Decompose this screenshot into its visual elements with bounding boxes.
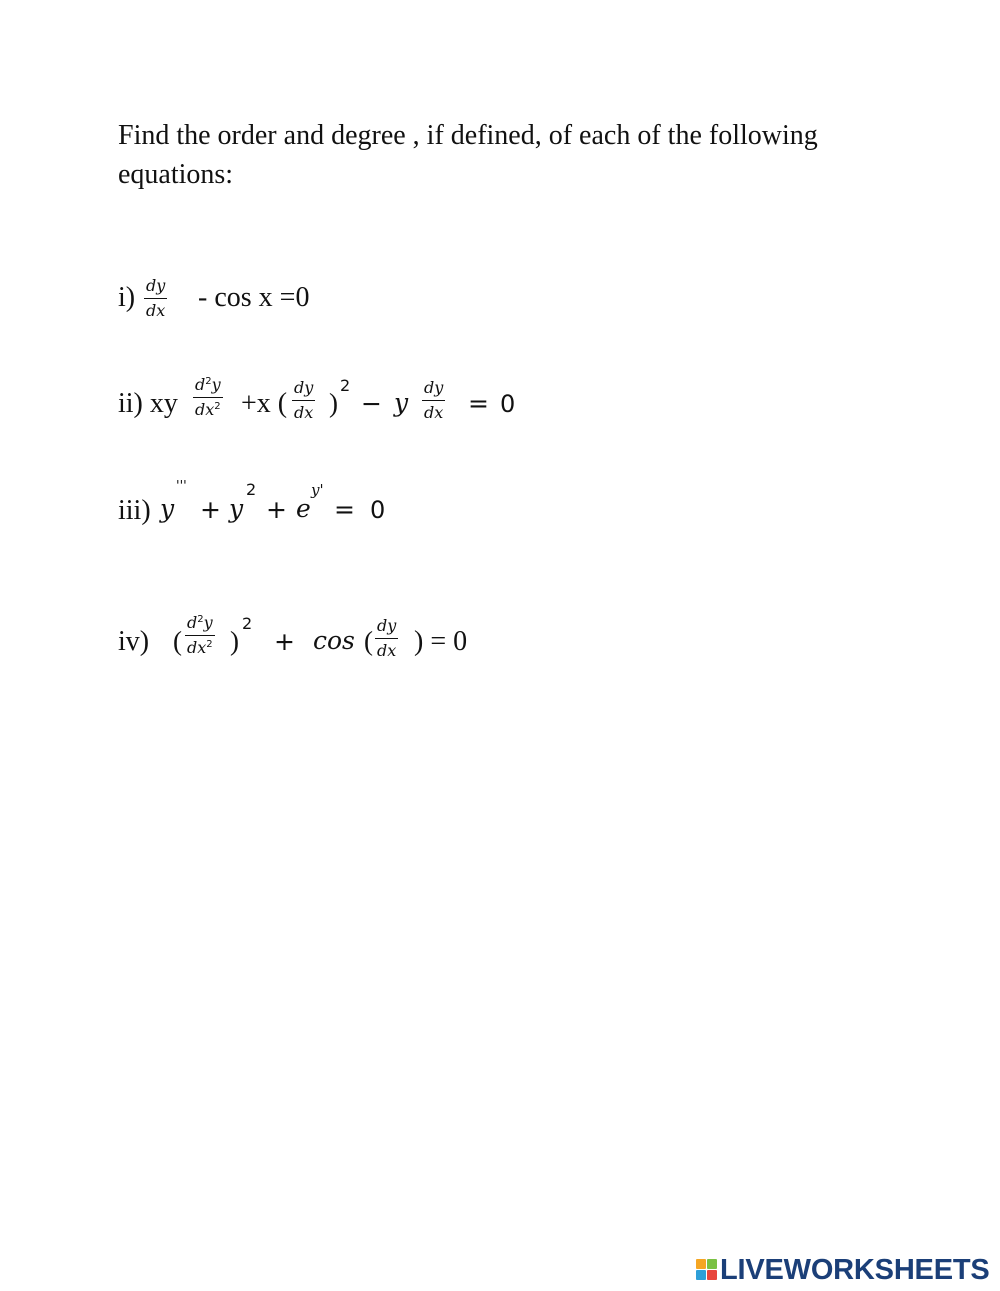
fraction-numerator [185,615,215,635]
equals-sign: = [334,495,355,524]
prompt-line-2: equations: [118,159,234,190]
fraction-denominator [193,397,223,418]
variable-y: y [160,494,175,523]
power-exponent: 2 [246,480,257,499]
variable-y: y [394,388,409,417]
equals-sign: = [468,389,489,418]
euler-e: e [296,494,311,523]
fraction-denominator: dx [375,638,398,659]
fraction-dy-dx [422,380,445,421]
fraction-numerator: dy [146,276,166,295]
fraction-numerator: dy [377,616,397,635]
denominator-exponent: 2 [214,401,221,412]
power-exponent: 2 [340,376,351,395]
fraction-numerator-d: d [187,613,198,632]
fraction-numerator: dy [424,378,444,397]
fraction-dy-dx [292,380,315,421]
logo-text: LIVEWORKSHEETS [720,1254,990,1286]
fraction-dy-dx [375,618,398,659]
fraction-denominator: dx [292,400,315,421]
right-hand-side: 0 [500,390,516,418]
logo-block-l [696,1259,706,1269]
right-hand-side: 0 [370,496,386,524]
question-prompt [118,116,878,194]
equation-iii [118,478,418,548]
fraction-second-derivative [185,615,215,656]
equation-i [118,268,418,338]
triple-prime: ''' [176,479,187,494]
logo-blocks-icon [696,1259,718,1281]
numerator-exponent: 2 [205,376,212,387]
minus-sign: − [361,389,382,418]
plus-sign: + [266,495,287,524]
fraction-denominator-dx: dx [187,638,207,657]
fraction-denominator: dx [422,400,445,421]
fraction-denominator-dx: dx [195,400,215,419]
fraction-numerator-y: y [203,613,213,632]
logo-block-i [707,1259,717,1269]
equation-label: ii) xy [118,388,178,419]
denominator-exponent: 2 [206,639,213,650]
close-paren: ) [329,388,338,418]
fraction-numerator-d: d [195,375,206,394]
logo-block-e [707,1270,717,1280]
fraction-numerator-y: y [211,375,221,394]
fraction-numerator [193,377,223,397]
fraction-denominator [185,635,215,656]
power-exponent: 2 [242,614,253,633]
plus-sign: + [274,627,295,656]
open-paren: ( [364,626,373,656]
equation-label: i) [118,282,136,313]
equation-term-plus-x: +x ( [241,388,288,419]
equation-tail: ) = 0 [414,626,468,657]
fraction-second-derivative [193,377,223,418]
fraction-numerator: dy [294,378,314,397]
fraction-dy-dx [144,278,167,319]
numerator-exponent: 2 [197,614,204,625]
equation-label: iv) [118,626,150,657]
close-paren: ) [230,626,239,656]
prompt-line-1: Find the order and degree , if defined, of each of the following [118,120,818,151]
logo-block-v [696,1270,706,1280]
cosine-function: cos [313,626,355,655]
equation-label: iii) [118,495,151,526]
fraction-denominator: dx [144,298,167,319]
equation-ii [118,372,538,442]
equation-iv [118,610,498,680]
equation-remainder: - cos x =0 [198,282,310,313]
exponent-y-prime: y' [311,481,324,499]
variable-y: y [229,494,244,523]
plus-sign: + [200,495,221,524]
open-paren: ( [173,626,182,656]
